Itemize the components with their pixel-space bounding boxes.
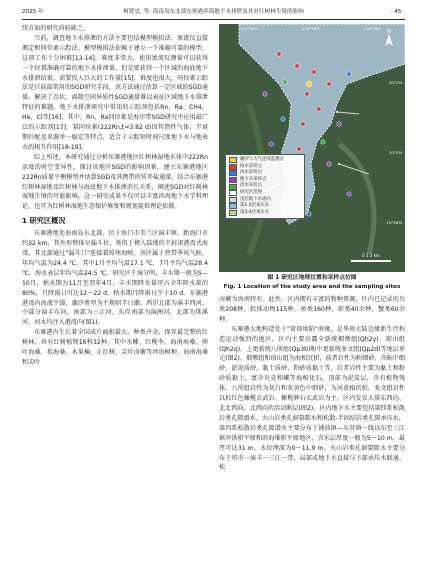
sampling-point bbox=[269, 142, 273, 146]
right-paragraphs bbox=[219, 295, 405, 473]
study-area-map bbox=[219, 24, 405, 272]
legend-label: 浅层地下水流向 bbox=[240, 196, 271, 202]
left-paragraphs-after bbox=[22, 229, 208, 368]
sampling-point bbox=[283, 80, 287, 84]
sampling-point bbox=[281, 117, 285, 121]
flow-arrow-head bbox=[336, 111, 338, 113]
latitude-tick-label: 20°2'N bbox=[388, 80, 402, 85]
legend-label: 第1-2层承压水 bbox=[240, 203, 270, 209]
sampling-point bbox=[301, 122, 305, 126]
sampling-point bbox=[307, 212, 311, 216]
longitude-tick-label: 110°36'E bbox=[302, 26, 320, 31]
legend-label: 潮汐与大气连续监测点 bbox=[240, 157, 284, 162]
sampling-point bbox=[297, 147, 301, 151]
section-heading: 1 研究区概况 bbox=[22, 216, 66, 226]
sampling-point bbox=[321, 140, 325, 144]
figure-caption-en: Fig. 1 Location of the study area and the sampling sites bbox=[223, 284, 401, 290]
legend-item bbox=[229, 210, 301, 217]
sampling-point bbox=[347, 72, 351, 76]
map-legend bbox=[225, 154, 305, 219]
scale-bar-line bbox=[351, 260, 391, 262]
legend-swatch bbox=[229, 203, 237, 209]
sampling-point bbox=[347, 192, 351, 196]
legend-swatch bbox=[229, 170, 237, 176]
sampling-point bbox=[263, 92, 267, 96]
journal-year: 2025 年 bbox=[22, 9, 44, 15]
legend-list bbox=[229, 157, 301, 216]
body-paragraph: 卤蕨为海南特有。此外，区内拥有丰富的物种资源，区内已记录的鸟类208种，软体动物115种，鱼类160种，虾类40余种，蟹类60余种。 bbox=[219, 296, 405, 323]
running-title: 柯贤忠, 等: 海南岛东北部东寨港滨海地下水排泄及其对红树林生境的影响 bbox=[123, 9, 304, 15]
figure-caption-cn: 图 1 研究区地理位置和采样点位图 bbox=[267, 275, 357, 281]
legend-swatch bbox=[229, 190, 237, 196]
left-paragraphs-before bbox=[22, 24, 208, 212]
header-rule bbox=[22, 19, 405, 20]
sampling-point bbox=[295, 64, 299, 68]
legend-swatch bbox=[229, 177, 237, 183]
latitude-tick-label: 19°58'N bbox=[386, 220, 402, 225]
north-label: N bbox=[387, 29, 391, 35]
body-paragraph: 东寨港地处海南岛东北部，位于海口市美兰区演丰镇，距海口市约32 km，其外形整体呈漏斗状，类似于楔入陆地的半封闭港湾式海湾，其北部通过"漏斗口"连接着琼州海峡。该区属于热带季风气候，年均气温为24.4 ℃，其中1月平均气温17.1 ℃，7月平均气温28.4 ℃，海水表层年均气温24.5 ℃。研究区干湿分明，丰水期一般为5—10月，枯水期为11月至翌年4月，丰水期降水量可占全年降水量的80%，月降雨日可达12～22 d，枯水期月降雨日少于10 d。东寨港港湾内海流平缓，潮汐类型为不规则半日潮。西岸北部为演丰西河，中部分演丰东河，南部为三江河，东岸南部为演洲河，北部为珠溪河，河水均注入港湾内(图1)。 bbox=[22, 230, 208, 327]
legend-swatch bbox=[229, 164, 237, 170]
sampling-point bbox=[327, 162, 331, 166]
legend-swatch bbox=[229, 197, 237, 203]
sampling-point bbox=[327, 82, 331, 86]
sampling-point bbox=[337, 122, 341, 126]
body-paragraph: 当前，调查地下水排泄的方法主要包括模型模拟法、渗流仪直接测定和同位素示踪法。模型模拟法依赖于建立一个准确可靠的模型，这项工作十分困难[13-14]，难度非常大。使用渗流仪测量可以获得一个位置准确可靠的地下水排泄量，但是要获得一个区域的海底地下水排泄结果，需要投入巨大的工作量[15]，难度也很大。同位素示踪法是目前最常用的SGD研究手段，该方法通过估算一定区域的SGD通量，解决了点状、离散空间异质性SGD通量难以表征区域地下水排泄特征的难题。地下水排泄研究中常用的示踪剂包括Rn、Ra、CH4、He、Cl等[16]，其中，Rn、Ra同位素是海岸带SGD研究中应用最广泛的示踪剂[17]。氡同位素(222Rn,t=3.82 d)因其惰性气体、半衰期匹配及来源单一稳定等特点，适合于示踪短时间尺度地下水与地表水的相互作用[18-19]。 bbox=[22, 34, 208, 151]
longitude-tick-label: 110°34'E bbox=[240, 26, 258, 31]
longitude-tick-label: 110°38'E bbox=[364, 26, 382, 31]
legend-swatch bbox=[229, 157, 237, 163]
body-paragraph: 续方面的研究尚较缺乏。 bbox=[22, 25, 90, 32]
legend-label: 第3-4层承压水 bbox=[240, 209, 270, 215]
legend-label: 海水采样点 bbox=[240, 163, 262, 169]
sampling-point bbox=[277, 52, 281, 56]
scale-label: 0 1 2 km bbox=[362, 253, 380, 258]
legend-swatch bbox=[229, 184, 237, 190]
body-paragraph: 东寨港大地构造处于"雷琼坳陷"南缘，是华南大陆边缘新生代构造运动强烈的地区。区内主要出露全新统烟墩组(Qh2y)、琼山组(Qh2q)，上更新统八所组(Qp3b)和中更新统多文组(Qp2d)等地层单元(图2)。烟墩组和琼山组为海相沉积，前者岩性为粉细砂、含砾中细砂、淤泥质砂、黏土质砂、粉砂质黏土等，后者岩性主要为黏土和粉砂质黏土，富含贝壳和螺等海相化石，顶部为泥炭层，含有植物残体。八所组岩性为灰白和灰黄色中细砂，为河流相沉积。多文组岩性以棕红色橄榄玄武岩、橄榄辉石玄武岩为主。区内发育大量东西向、北北西向、北西向的活动断层(图2)。区内地下水主要包括第四系松散岩类孔隙潜水、火山岩类孔洞裂隙水和松散-半固结岩类孔隙承压水，第四系松散岩类孔隙潜水主要分布于铺前镇—东营镇一线以东至三江镇冲洪积平原和滨海堆积平原地区，含水层厚度一般为5～10 m，最厚可达31 m，水位埋深为0～11.9 m。火山岩类孔洞裂隙水主要分布于塔市一演丰一三江一带，局部成地下水直接与下部承压水联通。松 bbox=[219, 325, 405, 472]
latitude-tick-label: 20°0'N bbox=[388, 150, 402, 155]
legend-item bbox=[229, 183, 301, 190]
right-column bbox=[219, 24, 405, 569]
legend-item bbox=[229, 170, 301, 177]
study-area-map-figure bbox=[219, 24, 405, 272]
legend-item bbox=[229, 203, 301, 210]
legend-item bbox=[229, 157, 301, 164]
legend-label: 淡水采样点 bbox=[240, 183, 262, 189]
legend-label: 河水采样点 bbox=[240, 170, 262, 176]
legend-item bbox=[229, 190, 301, 197]
legend-label: 研究区范围 bbox=[240, 189, 262, 195]
running-header bbox=[22, 6, 405, 18]
sampling-point bbox=[305, 92, 309, 96]
sampling-point bbox=[306, 81, 312, 87]
flow-arrow-head bbox=[338, 163, 340, 165]
legend-label: 地下水采样点 bbox=[240, 176, 267, 182]
page-number: · 45 · bbox=[390, 9, 405, 15]
sampling-point bbox=[312, 70, 316, 74]
left-column bbox=[22, 24, 208, 569]
sampling-point bbox=[317, 107, 321, 111]
body-paragraph: 综上所述，本研究通过分析东寨港地区红树林湿地水体中222Rn活度的时空变异性，探讨该地区SGD的影响因素，建立东寨港地区222Rn质量平衡模型并估算SGD及其携带的营养盐通量，结合东寨港红树林湿地及红树林与海底地下水排泄消长关系，阐述SGD对红树林湿地生境的可能影响。这一研究成果不仅可以丰富滨海地下水学科理论，也可为红树林湿地生态保护修复和规划提供理论依据。 bbox=[22, 153, 208, 211]
legend-swatch bbox=[229, 210, 237, 216]
body-paragraph: 东寨港内生长着全国成片面积最大、种类齐全、保存最完整的红树林，共有红树植物16科32种，其中水椰、红榄李、海南海桑、卵叶海桑、拟海桑、木果楝、正红树、尖叶卤蕨等珍贵树种，海南海桑和尖叶 bbox=[22, 329, 208, 366]
